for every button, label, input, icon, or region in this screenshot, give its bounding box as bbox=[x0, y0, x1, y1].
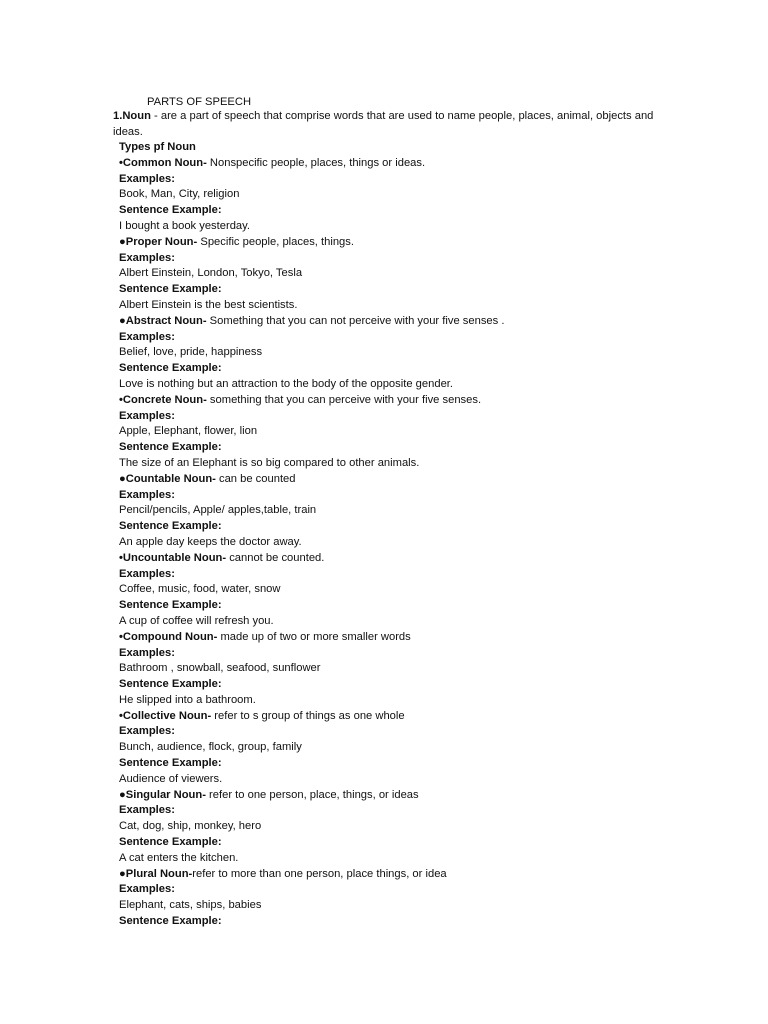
sentence-example-text: An apple day keeps the doctor away. bbox=[119, 535, 302, 548]
noun-type-description: can be counted bbox=[215, 472, 296, 485]
noun-definition-text: - are a part of speech that comprise words that are used to name people, places, animal, objects and ideas. bbox=[113, 110, 654, 138]
examples-label: Examples: bbox=[119, 409, 175, 422]
noun-type-heading bbox=[119, 551, 679, 567]
noun-type-label: Singular Noun- bbox=[125, 788, 206, 801]
examples-text: Cat, dog, ship, monkey, hero bbox=[119, 820, 262, 833]
noun-type-description: Nonspecific people, places, things or ideas. bbox=[206, 156, 426, 169]
sentence-example-text: He slipped into a bathroom. bbox=[119, 693, 256, 706]
noun-type-name bbox=[119, 236, 197, 248]
noun-type-description: made up of two or more smaller words bbox=[217, 630, 411, 643]
noun-type-description: Something that you can not perceive with your five senses . bbox=[206, 314, 505, 327]
sentence-example-text: A cat enters the kitchen. bbox=[119, 851, 239, 864]
noun-type-label: Countable Noun- bbox=[125, 472, 216, 485]
bullet-icon: ● bbox=[119, 788, 126, 801]
noun-type-description: something that you can perceive with your five senses. bbox=[206, 393, 482, 406]
bullet-icon: ● bbox=[119, 472, 126, 485]
noun-type-description: refer to more than one person, place things, or idea bbox=[192, 867, 447, 880]
noun-type-name bbox=[119, 552, 226, 564]
noun-type-name bbox=[119, 789, 206, 801]
sentence-example-label: Sentence Example: bbox=[119, 441, 222, 454]
sentence-example-label: Sentence Example: bbox=[119, 362, 222, 375]
sentence-example-text: The size of an Elephant is so big compared to other animals. bbox=[119, 456, 420, 469]
sentence-example-label: Sentence Example: bbox=[119, 599, 222, 612]
noun-type-heading bbox=[119, 472, 679, 488]
sentence-example-text: Audience of viewers. bbox=[119, 772, 223, 785]
sentence-example-label: Sentence Example: bbox=[119, 757, 222, 770]
examples-text: Bunch, audience, flock, group, family bbox=[119, 741, 302, 754]
noun-type-label: Concrete Noun- bbox=[122, 393, 207, 406]
noun-type-label: Uncountable Noun- bbox=[122, 551, 227, 564]
page-title: PARTS OF SPEECH bbox=[147, 96, 252, 108]
noun-type-name bbox=[119, 394, 207, 406]
noun-type-name bbox=[119, 631, 217, 643]
examples-text: Coffee, music, food, water, snow bbox=[119, 583, 281, 596]
bullet-icon: ● bbox=[119, 314, 126, 327]
types-heading: Types pf Noun bbox=[119, 141, 196, 153]
examples-label: Examples: bbox=[119, 725, 175, 738]
sentence-example-label: Sentence Example: bbox=[119, 520, 222, 533]
noun-definition bbox=[113, 109, 673, 141]
noun-term: 1.Noun bbox=[113, 110, 151, 122]
noun-type-name bbox=[119, 868, 192, 880]
examples-label: Examples: bbox=[119, 330, 175, 343]
bullet-icon: • bbox=[119, 393, 123, 406]
sentence-example-label: Sentence Example: bbox=[119, 283, 222, 296]
noun-type-label: Collective Noun- bbox=[122, 709, 212, 722]
examples-text: Pencil/pencils, Apple/ apples,table, train bbox=[119, 504, 317, 517]
sentence-example-label: Sentence Example: bbox=[119, 915, 222, 928]
noun-type-label: Compound Noun- bbox=[122, 630, 218, 643]
noun-type-label: Common Noun- bbox=[122, 156, 207, 169]
noun-type-heading bbox=[119, 630, 679, 646]
noun-type-name bbox=[119, 315, 207, 327]
noun-type-heading bbox=[119, 235, 679, 251]
noun-type-label: Abstract Noun- bbox=[125, 314, 207, 327]
noun-type-description: refer to one person, place, things, or ideas bbox=[205, 788, 419, 801]
examples-label: Examples: bbox=[119, 646, 175, 659]
sentence-example-text: Love is nothing but an attraction to the body of the opposite gender. bbox=[119, 377, 454, 390]
examples-label: Examples: bbox=[119, 567, 175, 580]
sentence-example-label: Sentence Example: bbox=[119, 836, 222, 849]
examples-label: Examples: bbox=[119, 804, 175, 817]
bullet-icon: ● bbox=[119, 235, 126, 248]
bullet-icon: • bbox=[119, 630, 123, 643]
examples-label: Examples: bbox=[119, 883, 175, 896]
sentence-example-text: A cup of coffee will refresh you. bbox=[119, 614, 274, 627]
noun-type-label: Proper Noun- bbox=[125, 235, 198, 248]
noun-type-heading bbox=[119, 314, 679, 330]
noun-type-heading bbox=[119, 788, 679, 804]
examples-text: Bathroom , snowball, seafood, sunflower bbox=[119, 662, 321, 675]
noun-type-heading bbox=[119, 393, 679, 409]
sentence-example-label: Sentence Example: bbox=[119, 678, 222, 691]
noun-type-name bbox=[119, 157, 207, 169]
sentence-example-text: I bought a book yesterday. bbox=[119, 219, 251, 232]
examples-label: Examples: bbox=[119, 172, 175, 185]
bullet-icon: • bbox=[119, 709, 123, 722]
noun-type-description: cannot be counted. bbox=[226, 551, 325, 564]
examples-text: Elephant, cats, ships, babies bbox=[119, 899, 262, 912]
bullet-icon: ● bbox=[119, 867, 126, 880]
noun-type-heading bbox=[119, 867, 679, 883]
noun-types-list bbox=[119, 140, 679, 930]
examples-text: Book, Man, City, religion bbox=[119, 188, 240, 201]
noun-type-name bbox=[119, 473, 216, 485]
examples-label: Examples: bbox=[119, 488, 175, 501]
sentence-example-label: Sentence Example: bbox=[119, 204, 222, 217]
noun-type-description: refer to s group of things as one whole bbox=[211, 709, 405, 722]
examples-label: Examples: bbox=[119, 251, 175, 264]
bullet-icon: • bbox=[119, 551, 123, 564]
noun-type-heading bbox=[119, 156, 679, 172]
examples-text: Albert Einstein, London, Tokyo, Tesla bbox=[119, 267, 303, 280]
examples-text: Apple, Elephant, flower, lion bbox=[119, 425, 258, 438]
noun-type-description: Specific people, places, things. bbox=[197, 235, 354, 248]
noun-type-label: Plural Noun- bbox=[125, 867, 193, 880]
noun-type-heading bbox=[119, 709, 679, 725]
bullet-icon: • bbox=[119, 156, 123, 169]
noun-type-name bbox=[119, 710, 211, 722]
sentence-example-text: Albert Einstein is the best scientists. bbox=[119, 298, 298, 311]
examples-text: Belief, love, pride, happiness bbox=[119, 346, 263, 359]
